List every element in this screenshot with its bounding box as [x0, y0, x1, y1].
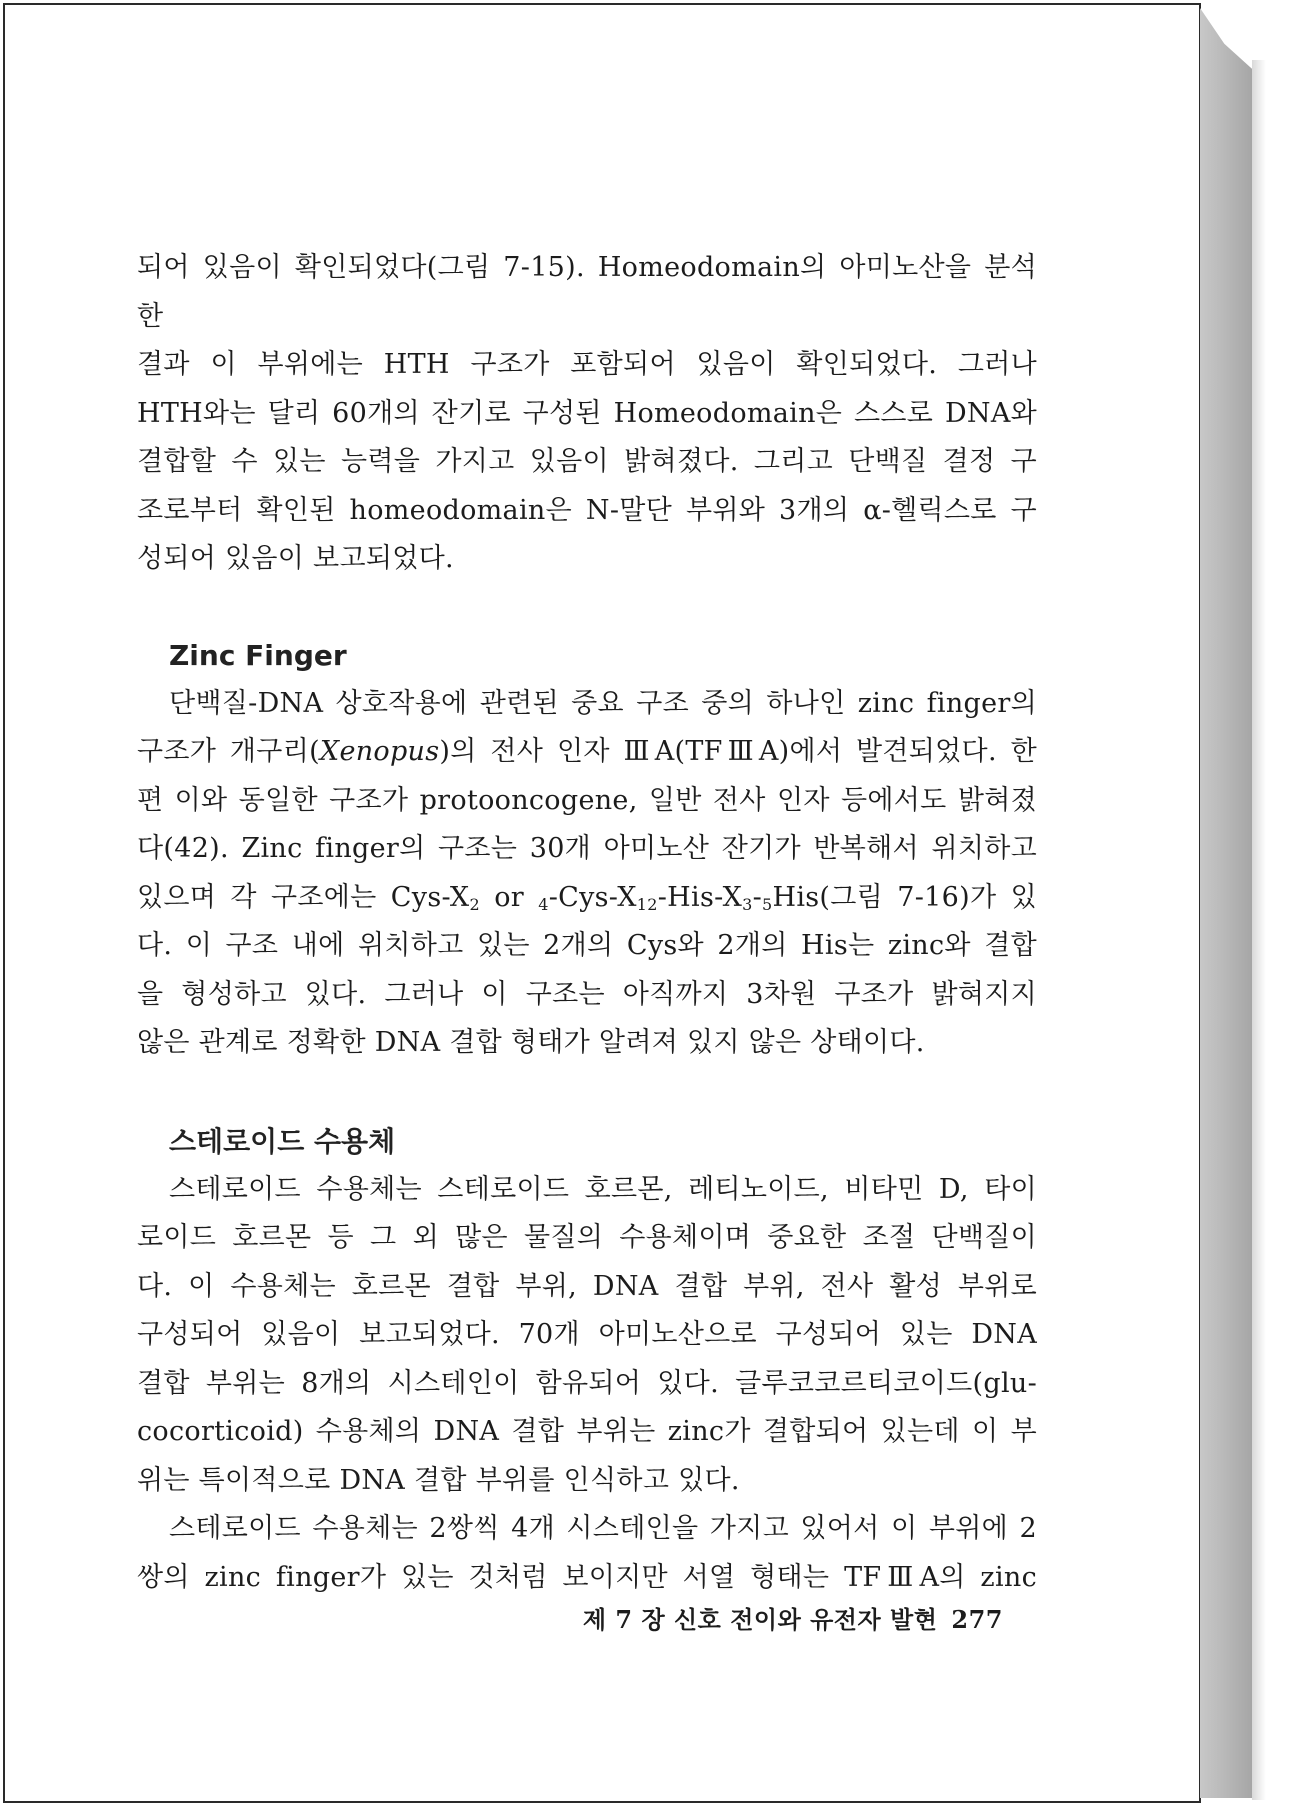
species-name: Xenopus — [319, 736, 440, 767]
text-line: 을 형성하고 있다. 그러나 이 구조는 아직까지 3차원 구조가 밝혀지지 — [137, 978, 1037, 1010]
text-line: 결합 부위는 8개의 시스테인이 함유되어 있다. 글루코코르티코이드(glu- — [137, 1367, 1037, 1399]
text-line: 결과 이 부위에는 HTH 구조가 포함되어 있음이 확인되었다. 그러나 — [137, 349, 1037, 380]
page-number: 277 — [951, 1605, 1003, 1634]
text-line: 다(42). Zinc finger의 구조는 30개 아미노산 잔기가 반복해서 위치하고 — [137, 833, 1037, 864]
text-line: 있으며 각 구조에는 Cys-$X_2$ or $_4-Cys-X_{12}-His-X_3-_5His$(그림 7-16)가 있 — [137, 881, 1037, 914]
text-line: 편 이와 동일한 구조가 protooncogene, 일반 전사 인자 등에서도 밝혀졌 — [137, 784, 1037, 816]
text-line: 되어 있음이 확인되었다(그림 7-15). Homeodomain의 아미노산을 분석한 — [137, 252, 1037, 332]
text-line: 성되어 있음이 보고되었다. — [137, 543, 454, 574]
steroid-receptor-paragraph-2 — [137, 1505, 1037, 1602]
page-shadow — [1252, 60, 1266, 1800]
text-line: 위는 특이적으로 DNA 결합 부위를 인식하고 있다. — [137, 1464, 740, 1496]
text-line: 결합할 수 있는 능력을 가지고 있음이 밝혀졌다. 그리고 단백질 결정 구 — [137, 446, 1037, 477]
text-line: 스테로이드 수용체는 스테로이드 호르몬, 레티노이드, 비타민 D, 타이 — [169, 1173, 1037, 1205]
text-line: 않은 관계로 정확한 DNA 결합 형태가 알려져 있지 않은 상태이다. — [137, 1027, 925, 1058]
text-line: 조로부터 확인된 homeodomain은 N-말단 부위와 3개의 α-헬릭스로 구 — [137, 494, 1037, 526]
homeodomain-paragraph — [137, 244, 1037, 584]
zinc-finger-heading: Zinc Finger — [169, 638, 347, 672]
zinc-finger-paragraph — [137, 680, 1037, 1068]
running-footer — [583, 1600, 1003, 1635]
text-line: 구조가 개구리(Xenopus)의 전사 인자 ⅢA(TFⅢA)에서 발견되었다. 한 — [137, 736, 1037, 767]
text-line: HTH와는 달리 60개의 잔기로 구성된 Homeodomain은 스스로 DNA와 — [137, 397, 1037, 429]
steroid-receptor-heading: 스테로이드 수용체 — [169, 1124, 396, 1158]
text-line: 스테로이드 수용체는 2쌍씩 4개 시스테인을 가지고 있어서 이 부위에 2 — [169, 1513, 1037, 1544]
chapter-title: 제 7 장 신호 전이와 유전자 발현 — [582, 1605, 938, 1634]
text-line: cocorticoid) 수용체의 DNA 결합 부위는 zinc가 결합되어 있는데 이 부 — [137, 1416, 1037, 1447]
text-line: 쌍의 zinc finger가 있는 것처럼 보이지만 서열 형태는 TFⅢA의 zinc — [137, 1561, 1037, 1593]
text-line: 다. 이 구조 내에 위치하고 있는 2개의 Cys와 2개의 His는 zinc와 결합 — [137, 930, 1037, 961]
text-line: 구성되어 있음이 보고되었다. 70개 아미노산으로 구성되어 있는 DNA — [137, 1319, 1037, 1350]
text-line: 다. 이 수용체는 호르몬 결합 부위, DNA 결합 부위, 전사 활성 부위로 — [137, 1270, 1037, 1302]
steroid-receptor-paragraph-1 — [137, 1166, 1037, 1506]
page-stack-edge — [1200, 8, 1254, 1798]
text-line: 단백질-DNA 상호작용에 관련된 중요 구조 중의 하나인 zinc finger의 — [169, 687, 1037, 719]
text-line: 로이드 호르몬 등 그 외 많은 물질의 수용체이며 중요한 조절 단백질이 — [137, 1222, 1037, 1253]
page-body — [137, 244, 1037, 1602]
